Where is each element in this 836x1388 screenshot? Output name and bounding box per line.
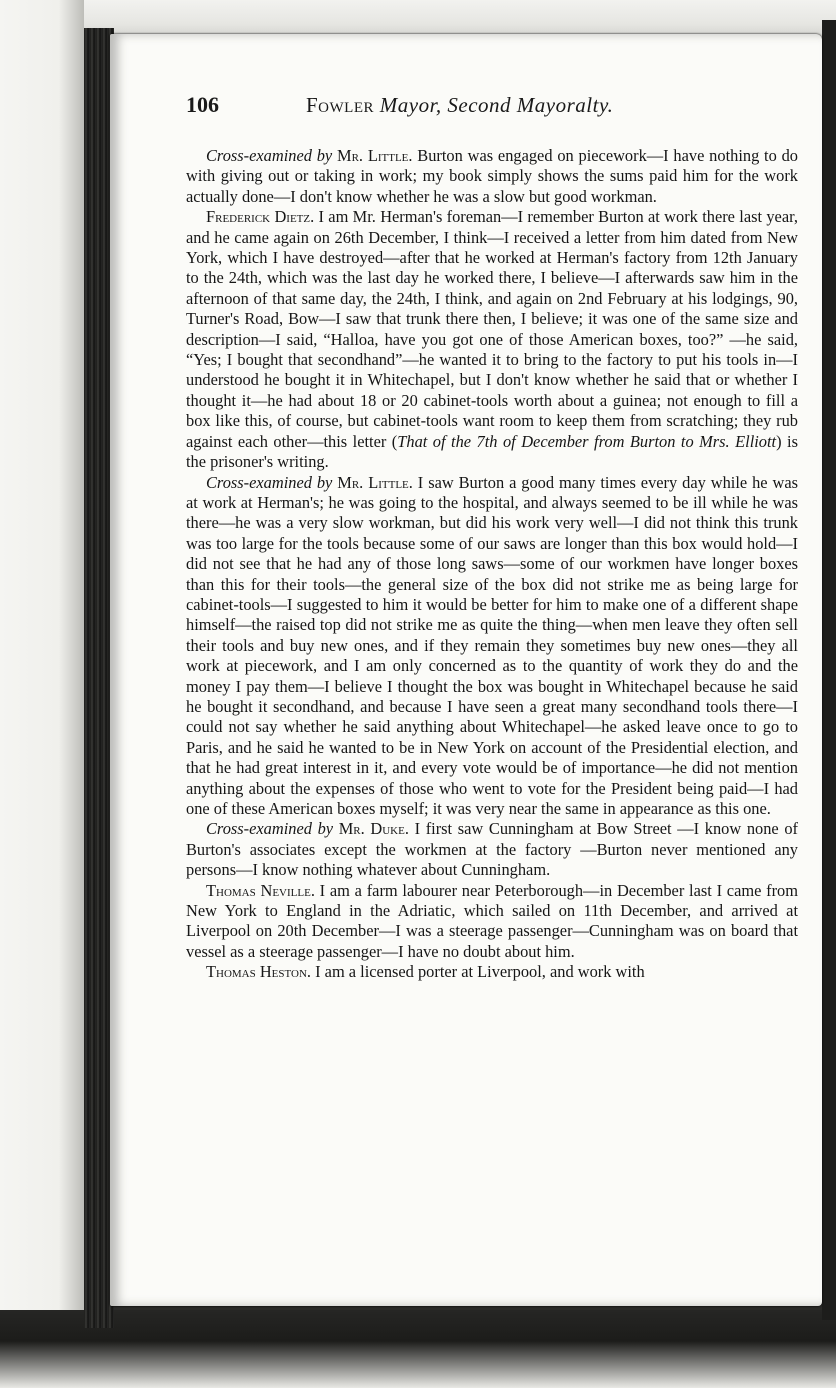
examiner-name: Mr. Duke. [338, 819, 409, 839]
cross-examined-label: Cross-examined by [206, 819, 334, 839]
paragraph-text: I first saw Cunningham at Bow Street —I know none of Burton's associates except the workmen at the factory —Burton never mentioned any persons—I know nothing whatever about Cunningham. [186, 819, 799, 880]
running-title-office: Mayor, Second Mayoralty. [379, 93, 614, 117]
running-title-name: Fowler [306, 93, 374, 117]
paragraph-text: I saw Burton a good many times every day while he was at work at Herman's; he was going to the hospital, and always seemed to be ill while he was there—he was a very slow workman, but did his work very well—I did not think this trunk was too large for the tools because some of our saws are longer than this box would hold—I did not see that he had any of those long saws—some of our workmen have longer boxes than this for their tools—the general size of the box did not strike me as being large for cabinet-tools—I suggested to him it would be better for him to make one of a different shape himself—the raised top did not strike me as quite the thing—when men leave they often sell their tools and buy new ones, and if they remain they sometimes buy new ones—they all work at piecework, and I am only concerned as to the quantity of work they do and the money I pay them—I believe I thought the box was bought in Whitechapel because he said he bought it secondhand, and because I have seen a great many secondhand tools there—I could not say whether he said anything about Whitechapel—he asked leave once to go to Paris, and he said he wanted to be in New York on account of the Presidential election, and that he had great interest in it, and every vote would be of importance—he did not mention anything about the expenses of those who went to vote for the President being paid—I had one of these American boxes myself; it was very near the same in appearance as this one. [186, 472, 798, 818]
running-head [186, 92, 806, 132]
paragraph-text-end: ) is the prisoner's writing. [186, 431, 798, 472]
page-number: 106 [186, 92, 219, 117]
examiner-name: Mr. Little. [337, 472, 413, 492]
paragraph-cross-exam-little-2 [186, 473, 798, 820]
scanner-background-left [0, 0, 84, 1388]
paragraph-text: I am Mr. Herman's foreman—I remember Burton at work there last year, and he came again on 26th December, I think—I received a letter from him dated from New York, which I have destroyed—after that he worked at Herman's factory from 12th January to the 24th, which was the last day he worked there, I believe—I afterwards saw him in the afternoon of that same day, the 24th, I think, and again on 2nd February at his lodgings, 90, Turner's Road, Bow—I saw that trunk there then, I believe; it was one of the same size and description—I said, “Halloa, have you got one of those American boxes, too?” —he said, “Yes; I bought that secondhand”—he wanted it to bring to the factory to put his tools in—I understood he bought it in Whitechapel, but I don't know whether he said that or whether I thought it—he had about 18 or 20 cabinet-tools worth about a guinea; not enough to fill a box like this, of course, but cabinet-tools want room to keep them from scratching; they rub against each other—this letter ( [186, 207, 798, 451]
paragraph-text: Burton was engaged on piecework—I have nothing to do with giving out or taking in work; my book simply shows the sums paid him for the work actually done—I don't know whether he was a slow but good workman. [186, 146, 799, 206]
running-title [306, 93, 613, 118]
paragraph-text: I am a licensed porter at Liverpool, and work with [311, 962, 645, 982]
scanner-background-bottom [0, 1310, 836, 1388]
paragraph-text: I am a farm labourer near Peterborough—in December last I came from New York to England in the Adriatic, which sailed on 11th December, and arrived at Liverpool on 20th December—I was a steerage passenger—Cunningham was on board that vessel as a steerage passenger—I have no doubt about him. [186, 880, 798, 961]
paragraph-cross-exam-little-1 [186, 146, 798, 207]
cross-examined-label: Cross-examined by [206, 146, 333, 165]
scanner-background-right [822, 20, 836, 1320]
paragraph-thomas-neville [186, 881, 798, 963]
cross-examined-label: Cross-examined by [206, 472, 333, 492]
examiner-name: Mr. Little. [337, 146, 413, 165]
witness-name: Frederick Dietz. [206, 207, 315, 227]
paragraph-thomas-heston [186, 962, 798, 982]
witness-name: Thomas Neville. [206, 880, 315, 900]
witness-name: Thomas Heston. [206, 962, 312, 982]
exhibit-reference: That of the 7th of December from Burton to Mrs. Elliott [397, 431, 777, 451]
paragraph-cross-exam-duke [186, 819, 798, 880]
paragraph-frederick-dietz [186, 207, 798, 472]
body-text [186, 146, 798, 983]
